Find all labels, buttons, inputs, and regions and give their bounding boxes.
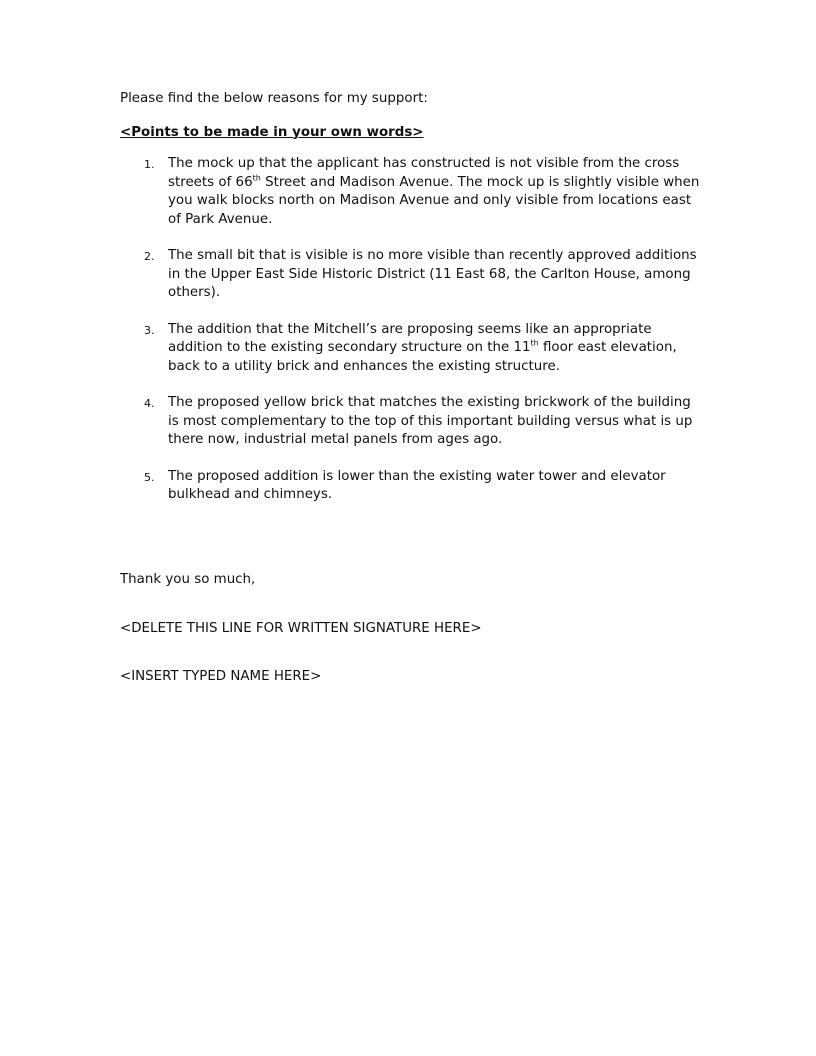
typed-name-placeholder: <INSERT TYPED NAME HERE> — [120, 668, 322, 684]
list-item-number: 3. — [144, 323, 155, 337]
list-item-text — [168, 322, 677, 374]
list-item-number: 1. — [144, 158, 155, 171]
points-heading: <Points to be made in your own words> — [120, 124, 424, 140]
list-item — [120, 468, 700, 505]
list-item-text: The proposed yellow brick that matches the existing brickwork of the building is most complementary to the top of this important building versus what is up there now, industrial metal panels from ages ago. — [168, 395, 693, 447]
list-item-text: The proposed addition is lower than the existing water tower and elevator bulkhead and chimneys. — [168, 468, 666, 502]
list-item-text-part: The mock up that the applicant has constructed is not visible from the cross streets of 66 — [168, 156, 680, 190]
ordinal-suffix: th — [530, 338, 539, 348]
signature-placeholder: <DELETE THIS LINE FOR WRITTEN SIGNATURE HERE> — [120, 621, 482, 636]
letter-page — [120, 90, 700, 686]
list-item — [120, 247, 700, 303]
list-item-number: 5. — [144, 470, 155, 484]
closing-text: Thank you so much, — [120, 571, 256, 587]
list-item-text: The small bit that is visible is no more visible than recently approved additions in the Upper East Side Historic District (11 East 68, the Carlton House, among others). — [168, 248, 697, 300]
intro-text: Please find the below reasons for my support: — [120, 91, 428, 106]
list-item — [120, 394, 700, 450]
ordinal-suffix: th — [252, 173, 261, 183]
list-item-number: 2. — [144, 250, 155, 263]
list-item-text-part: The addition that the Mitchell’s are proposing seems like an appropriate addition to the existing secondary structure on the 11 — [168, 321, 652, 355]
list-item-text — [168, 156, 699, 227]
list-item-text-part: Street and Madison Avenue. The mock up is slightly visible when you walk blocks north on Madison Avenue and only visible from locations east of Park Avenue. — [168, 174, 700, 227]
list-item-number: 4. — [144, 397, 155, 410]
list-item — [120, 321, 700, 377]
list-item-text-part: floor east elevation, back to a utility brick and enhances the existing structure. — [168, 340, 677, 374]
points-list — [120, 155, 700, 505]
list-item — [120, 155, 700, 229]
